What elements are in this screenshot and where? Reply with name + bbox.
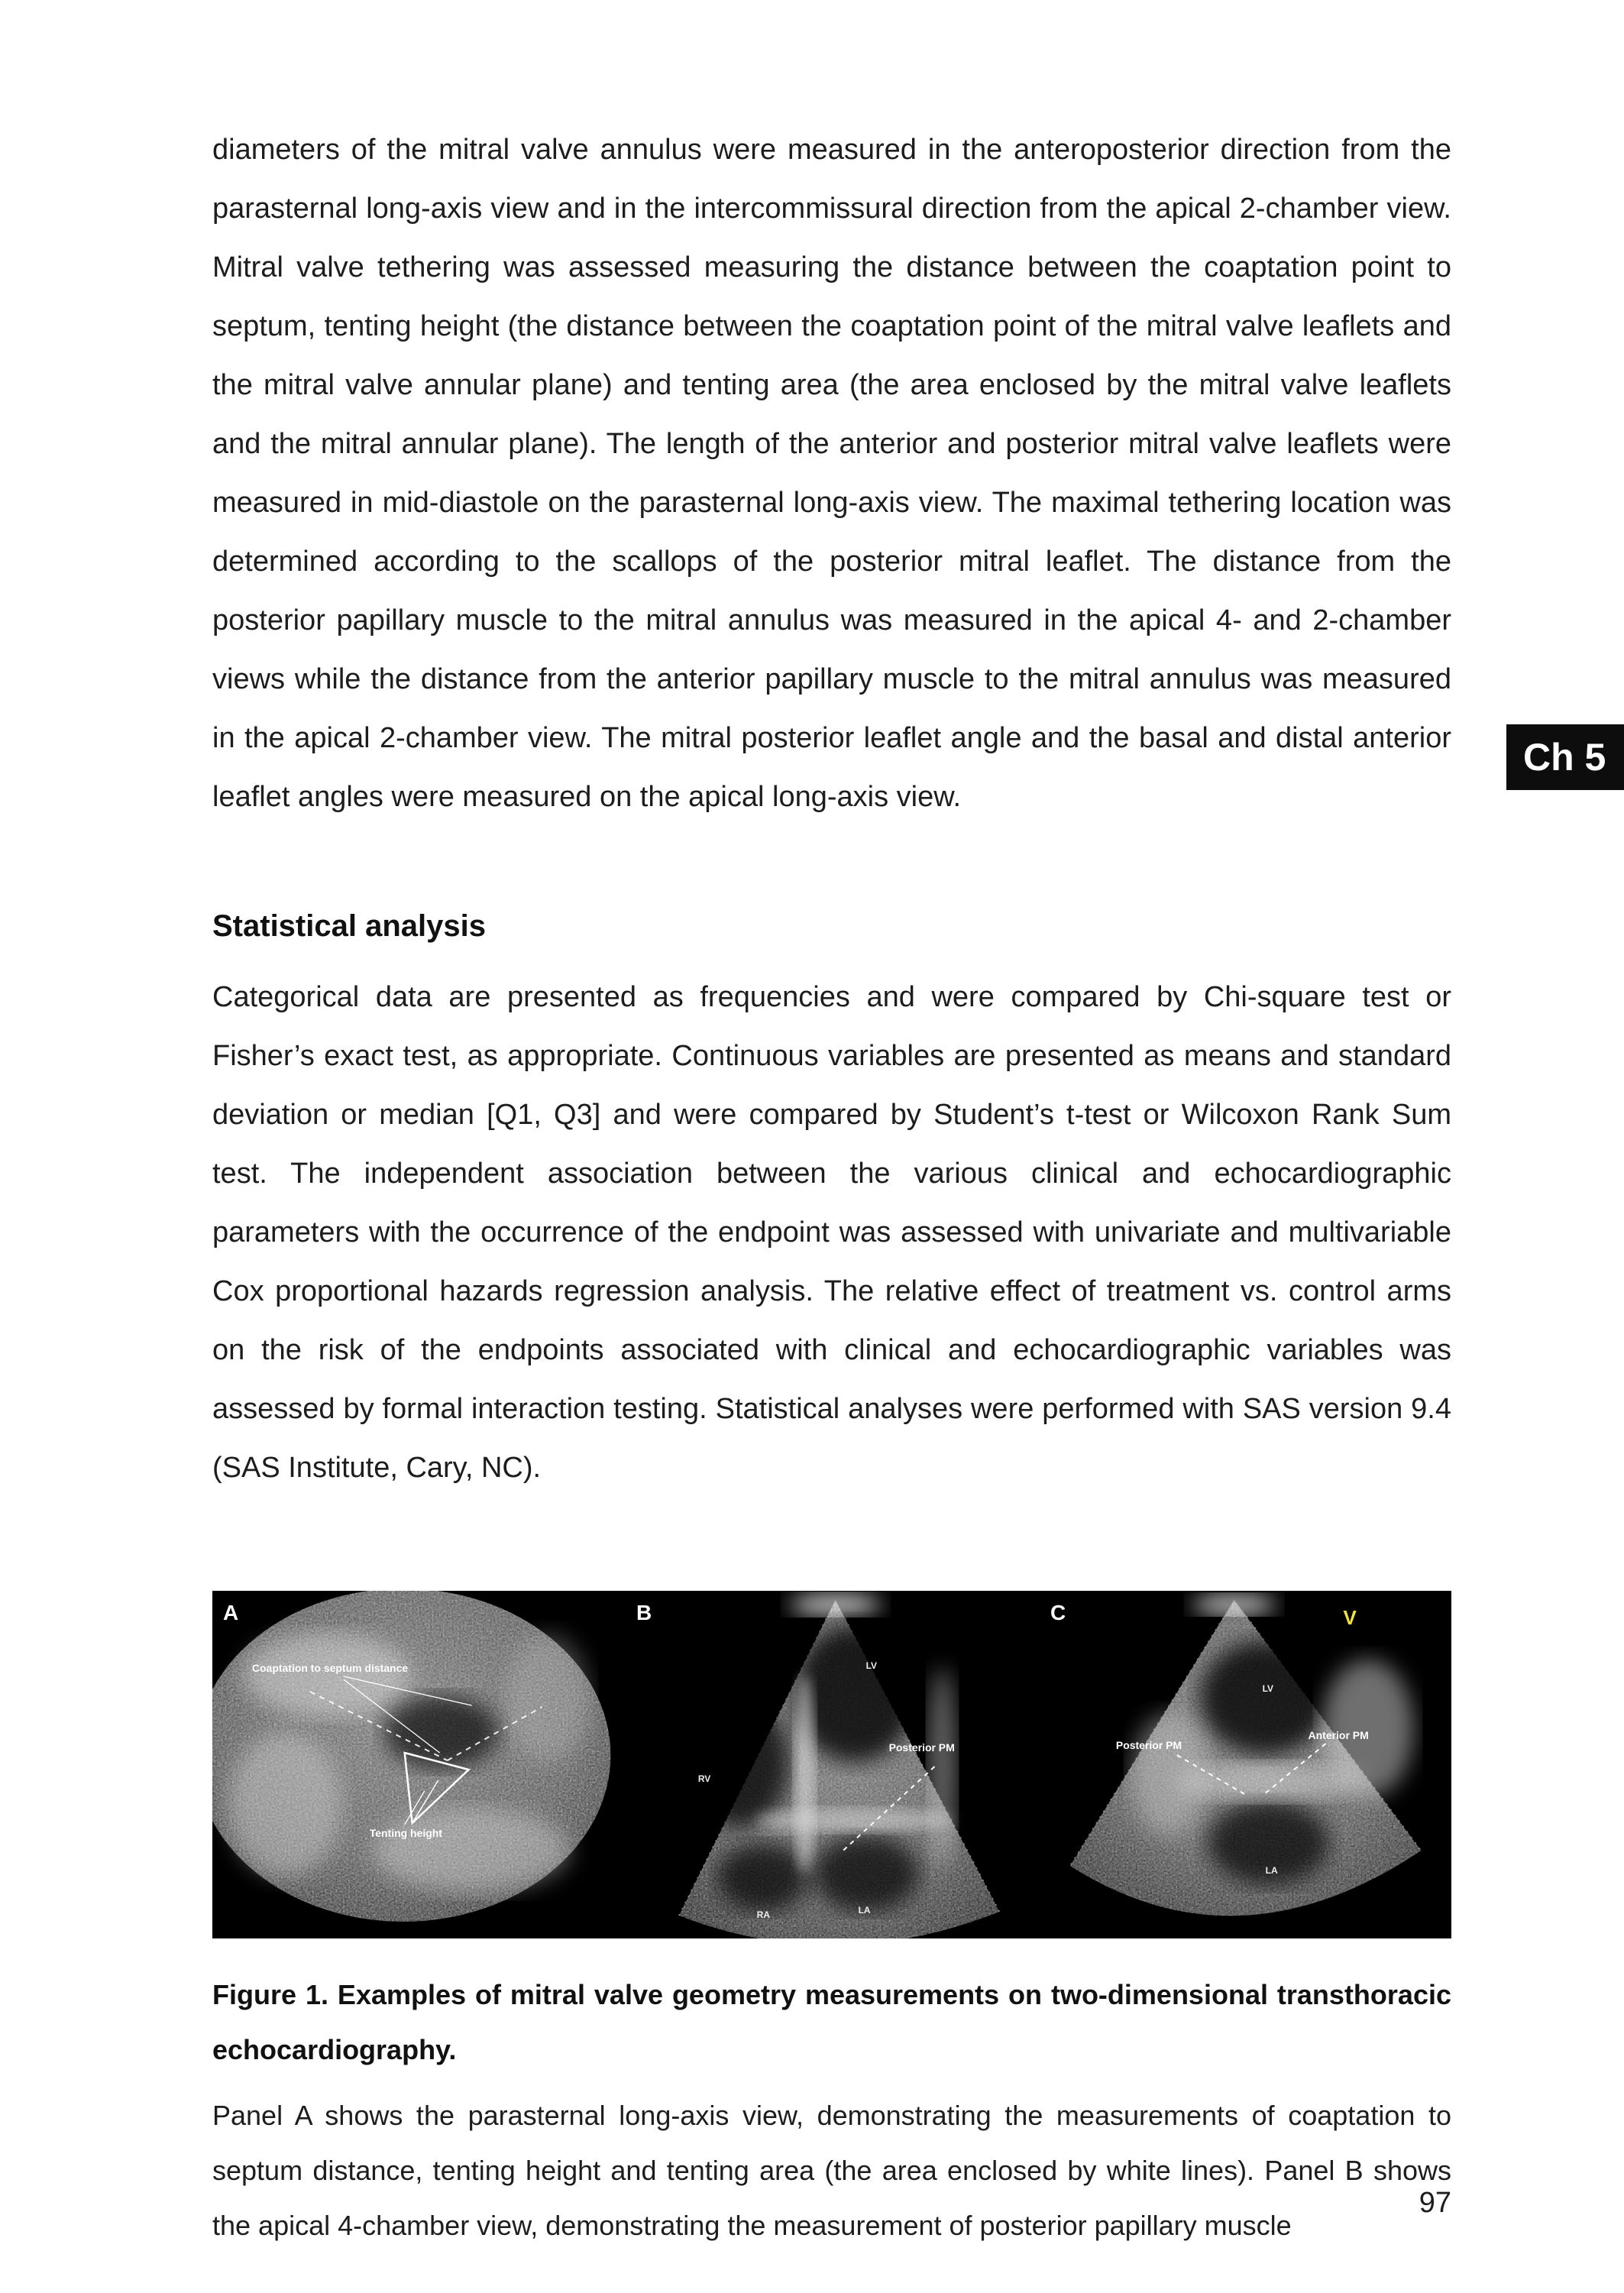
page-number: 97 [1419,2187,1451,2219]
echo-panels [212,1591,1451,1938]
panel-c-annotation-posterior-pm: Posterior PM [1115,1738,1182,1752]
panel-c-annotation-la: LA [1265,1864,1278,1877]
panel-b-annotation-lv: LV [865,1660,878,1672]
panel-b-annotation-rv: RV [698,1773,711,1785]
figure-caption [212,1968,1451,2253]
chapter-tab: Ch 5 [1506,724,1624,790]
echo-panel-b [626,1591,1037,1938]
paragraph-1: diameters of the mitral valve annulus were measured in the anteroposterior direction from the parasternal long-axis view and in the intercommissural direction from the apical 2-chamber view. Mitral valve tethering was assessed measuring the distance between the coaptation point to septum, tenting height (the distance between the coaptation point of the mitral valve leaflets and the mitral valve annular plane) and tenting area (the area enclosed by the mitral valve leaflets and the mitral annular plane). The length of the anterior and posterior mitral valve leaflets were measured in mid-diastole on the parasternal long-axis view. The maximal tethering location was determined according to the scallops of the posterior mitral leaflet. The distance from the posterior papillary muscle to the mitral annulus was measured in the apical 4- and 2-chamber views while the distance from the anterior papillary muscle to the mitral annulus was measured in the apical 2-chamber view. The mitral posterior leaflet angle and the basal and distal anterior leaflet angles were measured on the apical long-axis view. [212,134,1451,813]
panel-c-annotation-lv: LV [1262,1683,1273,1695]
panel-c-annotation-anterior-pm: Anterior PM [1308,1728,1369,1742]
figure-caption-title: Figure 1. Examples of mitral valve geometry measurements on two-dimensional transthoracic echocardiography. [212,1979,1451,2065]
panel-a-annotation-tenting: Tenting height [369,1826,442,1840]
echo-panel-a [212,1591,624,1938]
text-column [212,121,1451,2253]
panel-a-annotation-coaptation: Coaptation to septum distance [251,1661,409,1675]
panel-b-annotation-posterior-pm: Posterior PM [888,1741,956,1754]
section-heading: Statistical analysis [212,909,486,943]
panel-b-annotation-ra: RA [757,1909,771,1921]
figure-caption-body: Panel A shows the parasternal long-axis view, demonstrating the measurements of coaptation to septum distance, tenting height and tenting area (the area enclosed by white lines). Panel B shows the apical 4-chamber view, demonstrating the measurement of posterior papillary muscle [212,2100,1451,2241]
panel-b-annotation-la: LA [858,1904,871,1916]
panel-a-label: A [222,1600,239,1625]
figure-1 [212,1591,1451,2253]
echo-panel-c [1040,1591,1451,1938]
panel-c-marker-v: V [1343,1605,1357,1630]
panel-c-label: C [1050,1600,1066,1625]
paragraph-2: Categorical data are presented as frequencies and were compared by Chi-square test or Fisher’s exact test, as appropriate. Continuous variables are presented as means and standard deviation or median [Q1, Q3] and were compared by Student’s t-test or Wilcoxon Rank Sum test. The independent association between the various clinical and echocardiographic parameters with the occurrence of the endpoint was assessed with univariate and multivariable Cox proportional hazards regression analysis. The relative effect of treatment vs. control arms on the risk of the endpoints associated with clinical and echocardiographic variables was assessed by formal interaction testing. Statistical analyses were performed with SAS version 9.4 (SAS Institute, Cary, NC). [212,981,1451,1484]
panel-b-label: B [636,1600,652,1625]
